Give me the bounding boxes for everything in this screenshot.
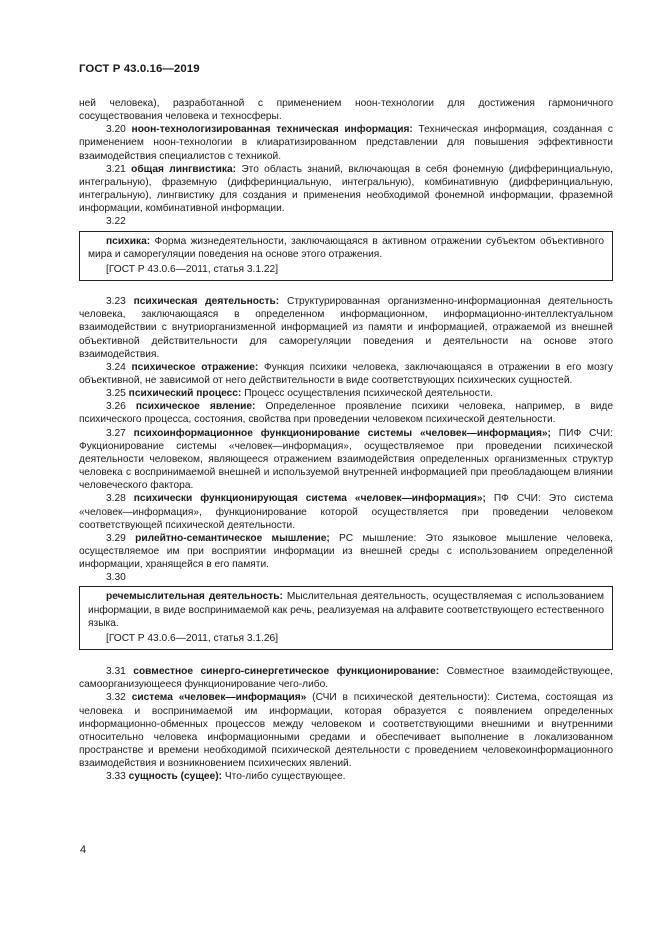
- term-3-33: 3.33 сущность (сущее): Что-либо существующее.: [106, 771, 346, 783]
- term-3-30-number: 3.30: [106, 572, 126, 584]
- term-3-20: 3.20 ноон-технологизированная техническая информация: Техническая информация, созданная с применением ноон-технологии в клиаратизированном представлении для повышения эффективности взаимодействия специалистов с техникой.: [79, 124, 613, 162]
- term-3-23: 3.23 психическая деятельность: Структурированная организменно-информационная деятельность человека, заключающаяся в определенном информационном, информационно-интеллектуальном взаимодействии с внутриорганизменной информацией из памяти и информацией, отражаемой из внешней объективной действительности для саморегуляции поведения и деятельности на основе этого взаимодействия.: [79, 296, 613, 360]
- term-3-22-number: 3.22: [106, 216, 126, 228]
- term-3-22-box: [79, 231, 613, 281]
- page-number: 4: [80, 844, 87, 856]
- paragraph-intro: ней человека), разработанной с применением ноон-технологии для достижения гармоничного сосуществования человека и техносферы.: [79, 98, 613, 123]
- term-3-28: 3.28 психически функционирующая система «человек—информация»; ПФ СЧИ: Это система «человек—информация», функционирование которой осуществляется при проведении человеком соответствующей психической деятельности.: [79, 493, 613, 531]
- term-3-32: 3.32 система «человек—информация» (СЧИ в психической деятельности): Система, состоящая из человека и воспринимаемой им информации, которая образуется с появлением определенных информационно-обменных процессов между человеком и соответствующими внешними и внутренними относительно человека информационными средами и обеспечивает выполнение в локализованном пространстве и времени необходимой психической деятельности с проведением человекоинформационного взаимодействия и возникновением психических явлений.: [79, 692, 613, 770]
- term-3-30-reference: [ГОСТ Р 43.0.6—2011, статья 3.1.26]: [106, 632, 279, 644]
- term-3-21: 3.21 общая лингвистика: Это область знаний, включающая в себя фонемную (дифферинциальную, интегральную), фраземную (дифферинциальную, интегральную), комбинативную (дифферинциальную, интегральную), лингвистику для создания и применения необходимой фонемной информации, фраземной информации, комбинативной информации.: [79, 163, 613, 215]
- document-body: [79, 97, 613, 784]
- term-3-24: 3.24 психическое отражение: Функция психики человека, заключающаяся в отражении в его мозгу объективной, не зависимой от него действительности в виде соответствующих психических сущностей.: [79, 361, 613, 386]
- term-3-25: 3.25 психический процесс: Процесс осуществления психической деятельности.: [106, 388, 494, 400]
- term-3-27: 3.27 психоинформационное функционирование системы «человек—информация»; ПИФ СЧИ: Фукционирование системы «человек—информация», осуществляемое при проведении психической деятельности человеком, являющееся отражением взаимодействия определенных организменных структур человека с воспринимаемой внешней и используемой внутренней информацией при преобладающем влиянии человеческого фактора.: [79, 427, 613, 492]
- term-3-30-box: [79, 586, 613, 650]
- term-3-31: 3.31 совместное синерго-синергетическое функционирование: Совместное взаимодействующее, самоорганизующееся функционирование чего-либо.: [79, 666, 613, 691]
- document-header: ГОСТ Р 43.0.16—2019: [79, 63, 200, 75]
- term-3-30: речемыслительная деятельность: Мыслительная деятельность, осуществляемая с использованием информации, в виде воспринимаемой как речь, реализуемая на алфавите соответствующего естественного языка.: [88, 591, 604, 629]
- term-3-29: 3.29 рилейтно-семантическое мышление; РС мышление: Это языковое мышление человека, осуществляемое им при восприятии информации из внешней среды с использованием определенной информации, хранящейся в его памяти.: [79, 532, 613, 571]
- term-3-26: 3.26 психическое явление: Определенное проявление психики человека, например, в виде психического процесса, состояния, свойства при проведении человеком психической деятельности.: [79, 401, 613, 426]
- term-3-22: психика: Форма жизнедеятельности, заключающаяся в активном отражении субъектом объективного мира и саморегуляции поведения на основе этого отражения.: [88, 235, 604, 260]
- term-3-22-reference: [ГОСТ Р 43.0.6—2011, статья 3.1.22]: [106, 263, 279, 275]
